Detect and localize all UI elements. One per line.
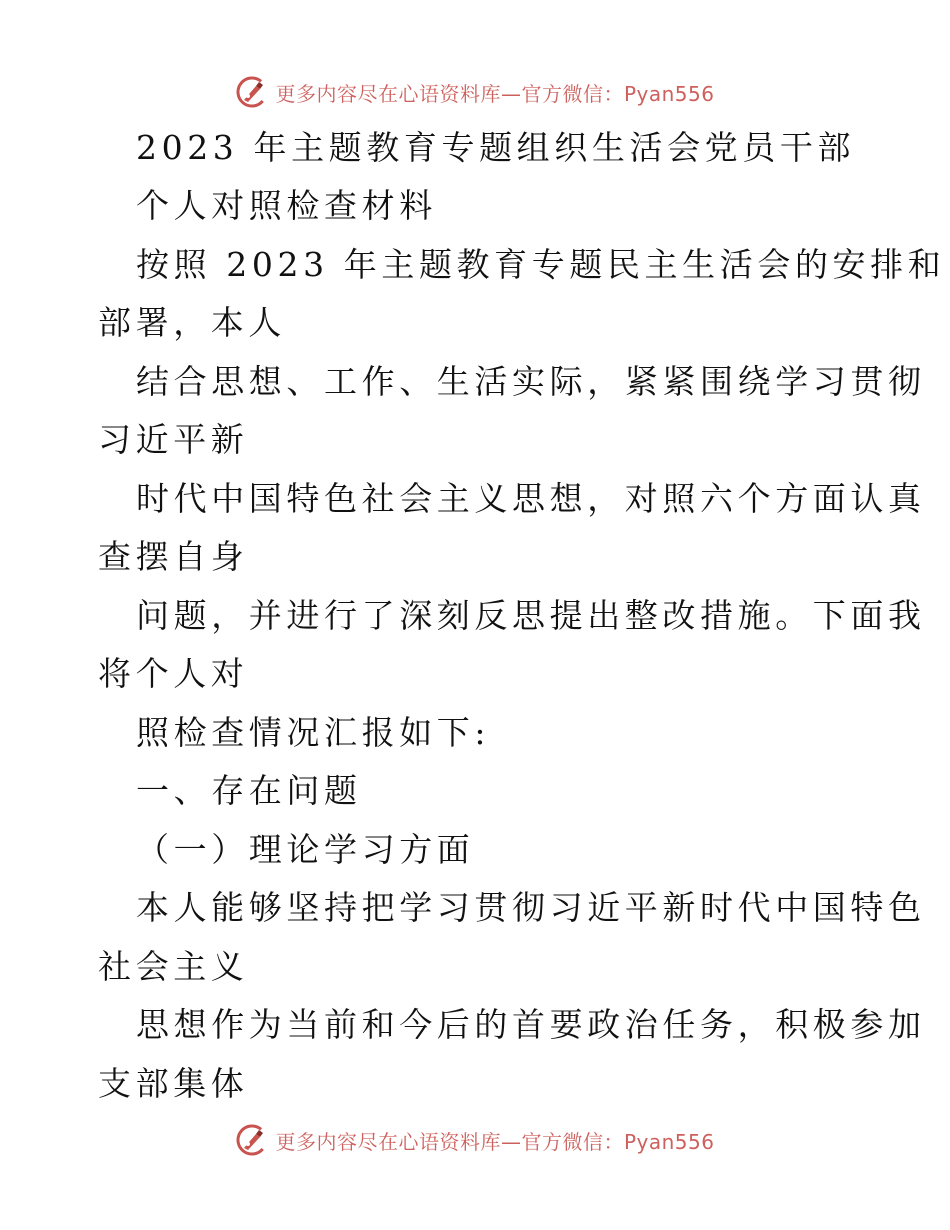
paragraph-line: 支部集体 [98, 1064, 249, 1103]
doc-title-line-2: 个人对照检查材料 [136, 186, 437, 225]
footer-watermark [0, 1120, 950, 1160]
paragraph-line: 结合思想、工作、生活实际，紧紧围绕学习贯彻 [136, 362, 926, 401]
paragraph-line: 查摆自身 [98, 537, 249, 576]
paragraph-line: 社会主义 [98, 947, 249, 986]
header-watermark [0, 72, 950, 112]
paragraph-line: 按照 2023 年主题教育专题民主生活会的安排和 [136, 245, 946, 284]
paragraph-line: 时代中国特色社会主义思想，对照六个方面认真 [136, 479, 926, 518]
paragraph-line: 思想作为当前和今后的首要政治任务，积极参加 [136, 1005, 926, 1044]
pen-logo-icon [235, 75, 269, 109]
doc-title-line-1: 2023 年主题教育专题组织生活会党员干部 [136, 128, 856, 167]
paragraph-line: 将个人对 [98, 654, 249, 693]
subsection-heading: （一）理论学习方面 [136, 830, 475, 869]
section-heading: 一、存在问题 [136, 771, 362, 810]
paragraph-line: 部署，本人 [98, 303, 286, 342]
paragraph-line: 本人能够坚持把学习贯彻习近平新时代中国特色 [136, 888, 926, 927]
paragraph-line: 问题，并进行了深刻反思提出整改措施。下面我 [136, 596, 926, 635]
watermark-text: 更多内容尽在心语资料库—官方微信：Pyan556 [275, 81, 715, 106]
paragraph-line: 习近平新 [98, 420, 249, 459]
watermark-text: 更多内容尽在心语资料库—官方微信：Pyan556 [275, 1129, 715, 1154]
pen-logo-icon [235, 1123, 269, 1157]
paragraph-line: 照检查情况汇报如下: [136, 713, 491, 752]
